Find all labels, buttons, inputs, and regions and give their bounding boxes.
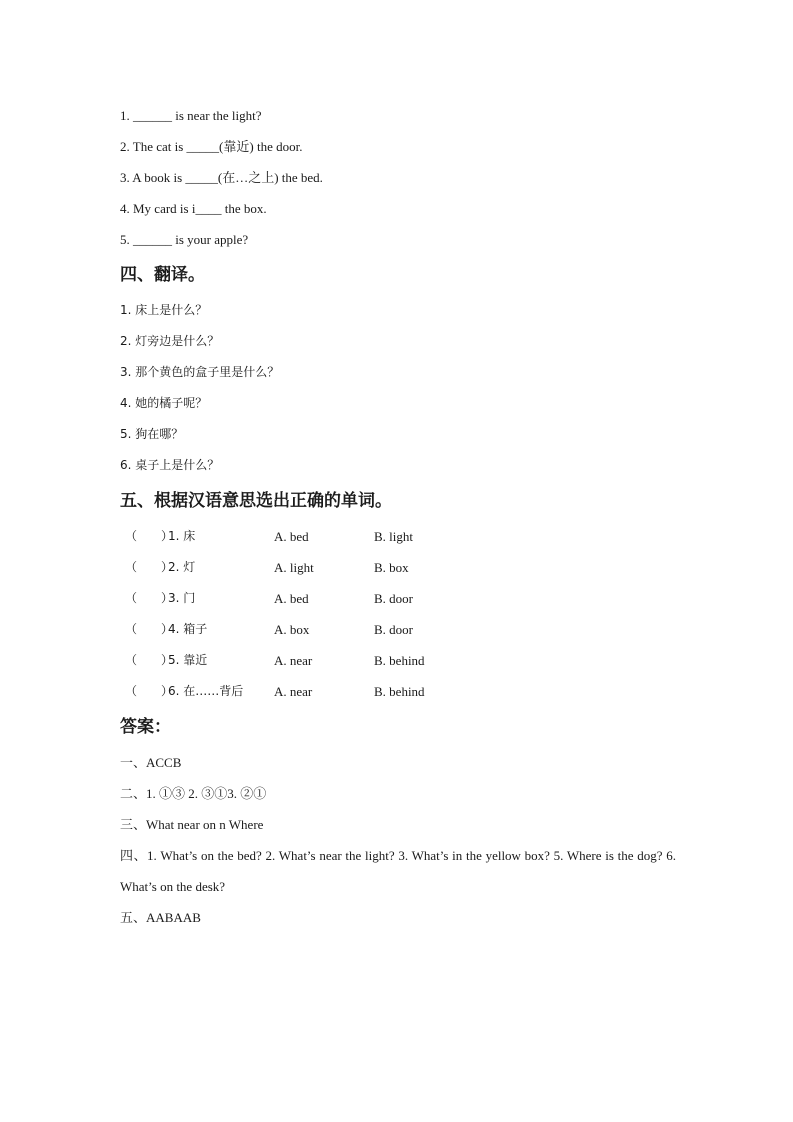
answer-line: 五、AABAAB xyxy=(120,910,201,925)
fill-blank-item: 2. The cat is _____(靠近) the door. xyxy=(120,139,303,154)
translation-item: 6. 桌子上是什么？ xyxy=(120,458,220,472)
option-a: A. light xyxy=(274,560,314,575)
section-5-heading: 五、根据汉语意思选出正确的单词。 xyxy=(120,491,392,511)
answer-bracket: （ ） xyxy=(125,653,174,667)
answer-bracket: （ ） xyxy=(125,622,174,636)
choice-row xyxy=(120,676,680,707)
translation-item: 4. 她的橘子呢？ xyxy=(120,396,208,410)
option-a: A. near xyxy=(274,684,313,699)
choice-row xyxy=(120,583,680,614)
choice-question: 1. 床 xyxy=(168,529,196,543)
translation-item: 3. 那个黄色的盒子里是什么？ xyxy=(120,365,280,379)
answer-bracket: （ ） xyxy=(125,560,174,574)
choice-question: 3. 门 xyxy=(168,591,196,605)
translation-item: 2. 灯旁边是什么？ xyxy=(120,334,220,348)
answer-bracket: （ ） xyxy=(125,684,174,698)
option-b: B. door xyxy=(374,591,413,606)
page-content xyxy=(120,100,680,933)
fill-blank-list xyxy=(120,100,680,255)
choice-row xyxy=(120,521,680,552)
option-a: A. bed xyxy=(274,529,309,544)
choice-question: 2. 灯 xyxy=(168,560,196,574)
fill-blank-item: 5. ______ is your apple? xyxy=(120,232,249,247)
option-b: B. behind xyxy=(374,653,425,668)
answer-line: 四、1. What’s on the bed? 2. What’s near the light? 3. What’s in the yellow box? 5. Where is the dog? 6. What’s on the desk? xyxy=(120,848,676,894)
answer-line: 二、1. ①③ 2. ③①3. ②① xyxy=(120,786,267,801)
choice-question: 5. 靠近 xyxy=(168,653,208,667)
choice-row xyxy=(120,614,680,645)
answer-bracket: （ ） xyxy=(125,529,174,543)
option-b: B. door xyxy=(374,622,413,637)
answer-line: 三、What near on n Where xyxy=(120,817,264,832)
choice-question: 6. 在……背后 xyxy=(168,684,244,698)
answer-line: 一、ACCB xyxy=(120,755,182,770)
option-b: B. behind xyxy=(374,684,425,699)
section-4-heading: 四、翻译。 xyxy=(120,265,205,285)
fill-blank-item: 3. A book is _____(在…之上) the bed. xyxy=(120,170,323,185)
fill-blank-item: 1. ______ is near the light? xyxy=(120,108,262,123)
answer-bracket: （ ） xyxy=(125,591,174,605)
option-b: B. light xyxy=(374,529,414,544)
option-a: A. box xyxy=(274,622,310,637)
option-b: B. box xyxy=(374,560,409,575)
translation-item: 1. 床上是什么？ xyxy=(120,303,208,317)
choice-question: 4. 箱子 xyxy=(168,622,208,636)
option-a: A. near xyxy=(274,653,313,668)
choice-row xyxy=(120,552,680,583)
answer-list xyxy=(120,747,680,933)
translation-item: 5. 狗在哪？ xyxy=(120,427,184,441)
option-a: A. bed xyxy=(274,591,309,606)
choice-list xyxy=(120,521,680,707)
translation-list xyxy=(120,295,680,481)
fill-blank-item: 4. My card is i____ the box. xyxy=(120,201,267,216)
answers-heading: 答案： xyxy=(120,717,171,737)
choice-row xyxy=(120,645,680,676)
